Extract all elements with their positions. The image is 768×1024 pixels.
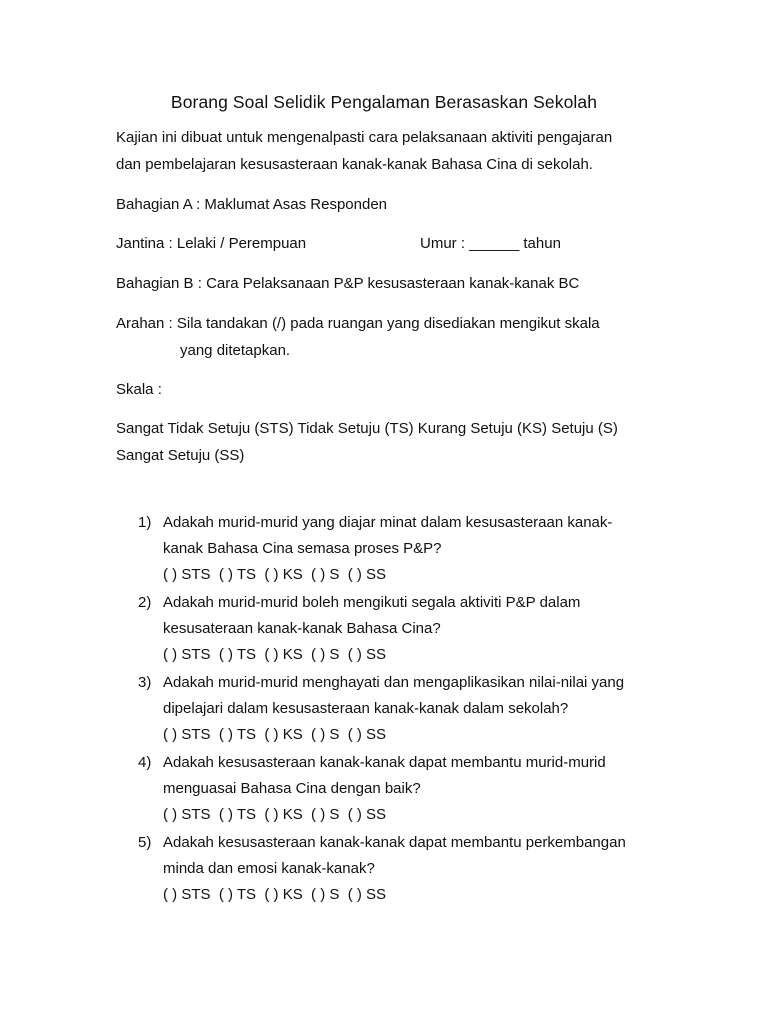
section-b-heading: Bahagian B : Cara Pelaksanaan P&P kesusasteraan kanak-kanak BC [116,275,580,292]
question-text-line-1: Adakah murid-murid boleh mengikuti segala aktiviti P&P dalam [163,594,581,611]
instruction-line-1: Arahan : Sila tandakan (/) pada ruangan yang disediakan mengikut skala [116,315,600,332]
intro-text-line-2: dan pembelajaran kesusasteraan kanak-kanak Bahasa Cina di sekolah. [116,156,593,173]
answer-options: ( ) STS ( ) TS ( ) KS ( ) S ( ) SS [163,726,387,743]
question-text-line-1: Adakah murid-murid menghayati dan mengaplikasikan nilai-nilai yang [163,674,625,691]
question-number: 2) [138,594,152,611]
question-text-line-2: minda dan emosi kanak-kanak? [163,860,375,877]
intro-text-line-1: Kajian ini dibuat untuk mengenalpasti cara pelaksanaan aktiviti pengajaran [116,129,613,146]
answer-options: ( ) STS ( ) TS ( ) KS ( ) S ( ) SS [163,806,387,823]
scale-definition-line-2: Sangat Setuju (SS) [116,447,245,464]
question-text-line-1: Adakah kesusasteraan kanak-kanak dapat membantu perkembangan [163,834,626,851]
question-number: 5) [138,834,152,851]
answer-options: ( ) STS ( ) TS ( ) KS ( ) S ( ) SS [163,886,387,903]
question-text-line-1: Adakah kesusasteraan kanak-kanak dapat membantu murid-murid [163,754,606,771]
question-text-line-2: kesusateraan kanak-kanak Bahasa Cina? [163,620,441,637]
question-text-line-2: kanak Bahasa Cina semasa proses P&P? [163,540,442,557]
scale-label: Skala : [116,381,162,398]
question-text-line-2: menguasai Bahasa Cina dengan baik? [163,780,421,797]
instruction-line-2: yang ditetapkan. [180,342,291,359]
age-field-label: Umur : ______ tahun [420,235,561,252]
document-title: Borang Soal Selidik Pengalaman Berasaskan Sekolah [170,92,598,112]
question-number: 3) [138,674,152,691]
scale-definition-line-1: Sangat Tidak Setuju (STS) Tidak Setuju (TS) Kurang Setuju (KS) Setuju (S) [116,420,618,437]
question-text-line-1: Adakah murid-murid yang diajar minat dalam kesusasteraan kanak- [163,514,613,531]
question-number: 4) [138,754,152,771]
question-number: 1) [138,514,152,531]
question-text-line-2: dipelajari dalam kesusasteraan kanak-kanak dalam sekolah? [163,700,569,717]
section-a-heading: Bahagian A : Maklumat Asas Responden [116,196,388,213]
gender-field-label: Jantina : Lelaki / Perempuan [116,235,307,252]
answer-options: ( ) STS ( ) TS ( ) KS ( ) S ( ) SS [163,646,387,663]
answer-options: ( ) STS ( ) TS ( ) KS ( ) S ( ) SS [163,566,387,583]
